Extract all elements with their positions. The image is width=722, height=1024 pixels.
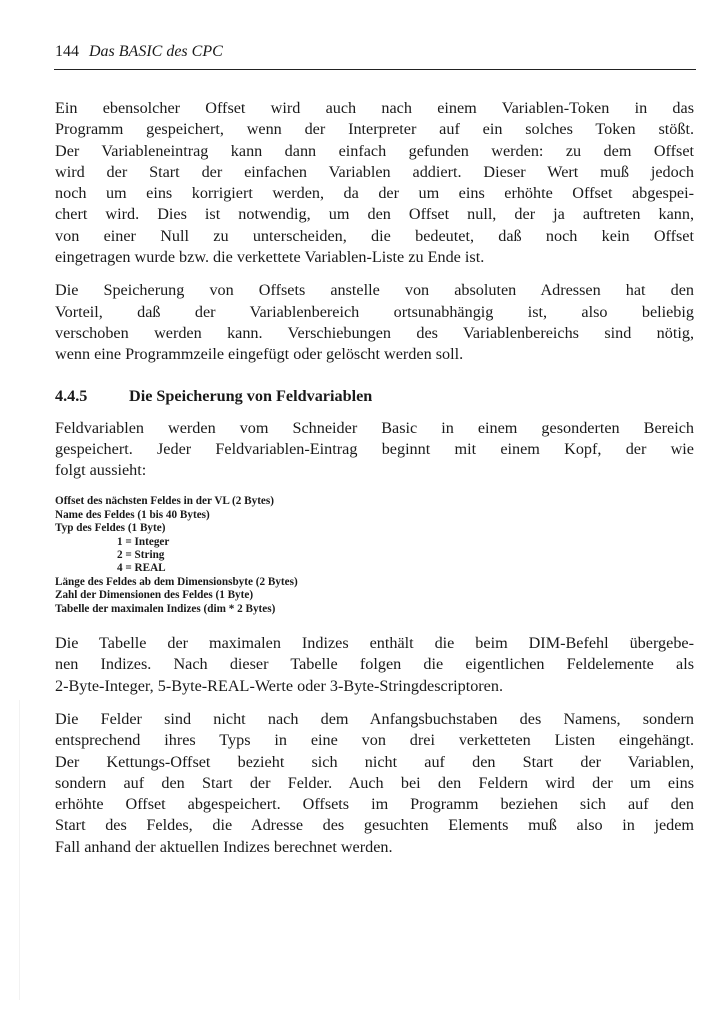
structure-row: Länge des Feldes ab dem Dimensionsbyte (2 Bytes) <box>55 575 298 588</box>
header-rule <box>54 69 696 70</box>
page-header <box>55 42 695 62</box>
text-line: chert wird. Dies ist notwendig, um den Offset null, der ja auftreten kann, <box>55 205 694 224</box>
paragraph-linked-lists <box>55 709 694 858</box>
section-title: Die Speicherung von Feldvariablen <box>129 386 373 405</box>
structure-row: Name des Feldes (1 bis 40 Bytes) <box>55 508 210 521</box>
page-number: 144 <box>55 43 79 60</box>
text-line: von einer Null zu unterscheiden, die bedeutet, daß noch kein Offset <box>55 226 694 245</box>
text-line: Programm gespeichert, wenn der Interpreter auf ein solches Token stößt. <box>55 120 694 139</box>
section-number: 4.4.5 <box>55 386 88 405</box>
text-line: nen Indizes. Nach dieser Tabelle folgen die eigentlichen Feldelemente als <box>55 655 694 674</box>
running-title: Das BASIC des CPC <box>89 43 223 60</box>
text-line: Der Variableneintrag kann dann einfach gefunden werden: zu dem Offset <box>55 141 694 160</box>
text-line: Die Tabelle der maximalen Indizes enthält die beim DIM-Befehl übergebe- <box>55 634 694 653</box>
text-line: Die Felder sind nicht nach dem Anfangsbuchstaben des Namens, sondern <box>55 710 694 728</box>
text-line: Ein ebensolcher Offset wird auch nach einem Variablen-Token in das <box>55 99 694 117</box>
scan-margin-shadow <box>19 700 20 1000</box>
text-line: Fall anhand der aktuellen Indizes berechnet werden. <box>55 837 393 856</box>
text-line: 2-Byte-Integer, 5-Byte-REAL-Werte oder 3-Byte-Stringdescriptoren. <box>55 676 504 695</box>
paragraph-offset-token <box>55 98 694 268</box>
text-line: Die Speicherung von Offsets anstelle von absoluten Adressen hat den <box>55 281 694 300</box>
section-heading <box>55 386 694 407</box>
text-line: erhöhte Offset abgespeichert. Offsets im Programm beziehen sich auf den <box>55 795 694 814</box>
text-line: Vorteil, daß der Variablenbereich ortsunabhängig ist, also beliebig <box>55 302 694 321</box>
text-line: Start des Feldes, die Adresse des gesuchten Elements muß also in jedem <box>55 816 694 835</box>
structure-row: Typ des Feldes (1 Byte) <box>55 522 166 535</box>
structure-row: Tabelle der maximalen Indizes (dim * 2 Bytes) <box>55 602 276 615</box>
text-line: verschoben werden kann. Verschiebungen des Variablenbereichs sind nötig, <box>55 323 694 342</box>
text-line: sondern auf den Start der Felder. Auch bei den Feldern wird der um eins <box>55 773 694 792</box>
paragraph-offsets-advantage <box>55 280 694 365</box>
structure-row: Offset des nächsten Feldes in der VL (2 Bytes) <box>55 495 274 508</box>
page-body <box>55 98 694 858</box>
text-line: noch um eins korrigiert werden, da der um eins erhöhte Offset abgespei- <box>55 184 694 203</box>
text-line: entsprechend ihres Typs in eine von drei verketteten Listen eingehängt. <box>55 731 694 750</box>
text-line: gespeichert. Jeder Feldvariablen-Eintrag beginnt mit einem Kopf, der wie <box>55 439 694 458</box>
structure-row-type-value: 4 = REAL <box>117 562 166 575</box>
text-line: wird der Start der einfachen Variablen addiert. Dieser Wert muß jedoch <box>55 162 694 181</box>
text-line: Feldvariablen werden vom Schneider Basic in einem gesonderten Bereich <box>55 418 694 437</box>
text-line: wenn eine Programmzeile eingefügt oder gelöscht werden soll. <box>55 345 464 364</box>
paragraph-array-intro <box>55 418 694 482</box>
text-line: folgt aussieht: <box>55 461 147 480</box>
structure-row-type-value: 2 = String <box>117 549 165 562</box>
array-header-structure <box>55 495 694 616</box>
structure-row-type-value: 1 = Integer <box>117 535 170 548</box>
structure-row: Zahl der Dimensionen des Feldes (1 Byte) <box>55 589 254 602</box>
text-line: Der Kettungs-Offset bezieht sich nicht auf den Start der Variablen, <box>55 752 694 771</box>
paragraph-index-table <box>55 633 694 697</box>
text-line: eingetragen wurde bzw. die verkettete Variablen-Liste zu Ende ist. <box>55 248 485 267</box>
